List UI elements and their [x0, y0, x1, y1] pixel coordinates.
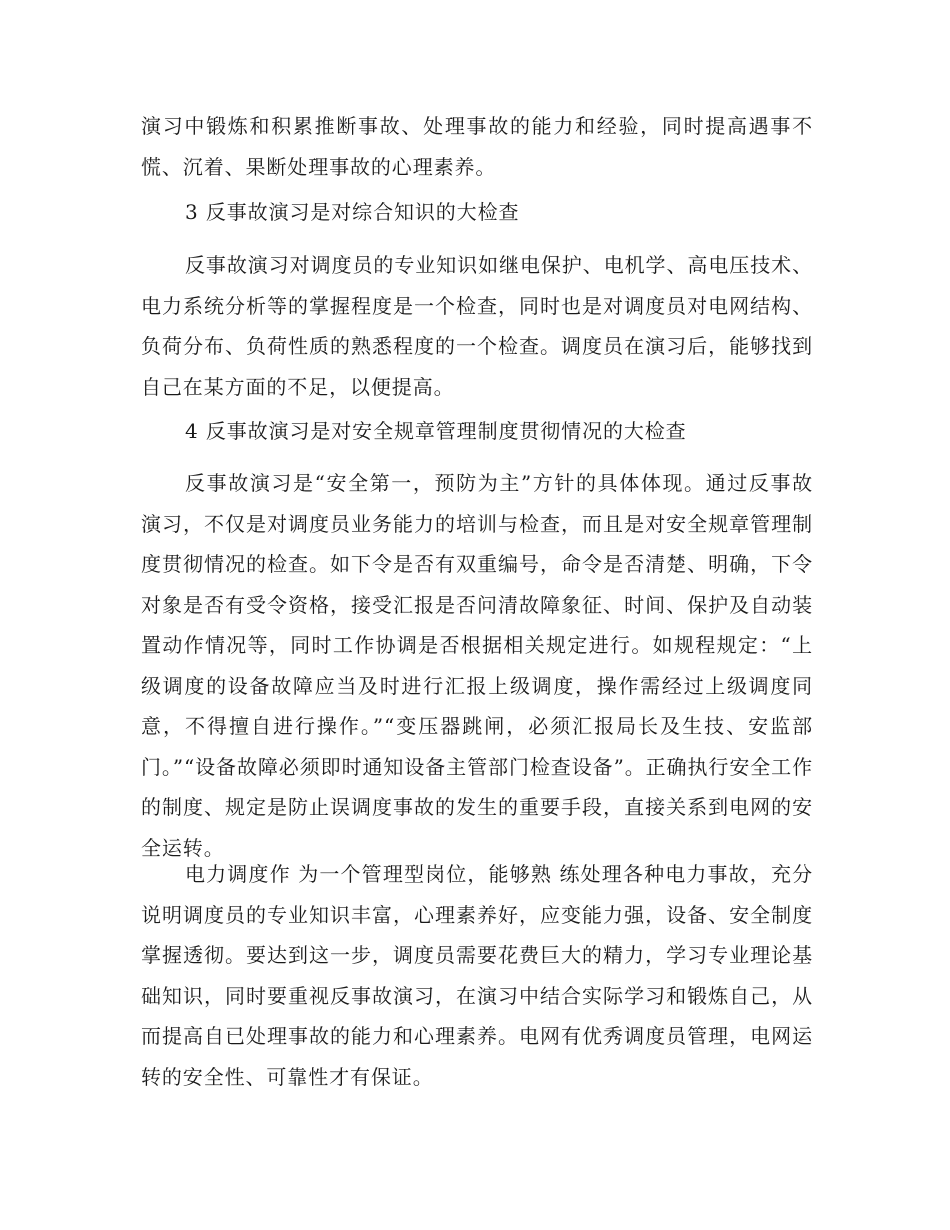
section-heading-4: 4 反事故演习是对安全规章管理制度贯彻情况的大检查: [185, 419, 687, 443]
paragraph-conclusion: 电力调度作 为一个管理型岗位，能够熟 练处理各种电力事故，充分说明调度员的专业知识丰富，心理素养好，应变能力强，设备、安全制度掌握透彻。要达到这一步，调度员需要花费巨大的精力，学习专业理论基础知识，同时要重视反事故演习，在演习中结合实际学习和锻炼自己，从而提高自已处理事故的能力和心理素养。电网有优秀调度员管理，电网运转的安全性、可靠性才有保证。: [141, 862, 813, 1089]
paragraph-continuation: 演习中锻炼和积累推断事故、处理事故的能力和经验，同时提高遇事不慌、沉着、果断处理事故的心理素养。: [141, 114, 813, 179]
section-heading-3: 3 反事故演习是对综合知识的大检查: [185, 200, 520, 224]
paragraph-comprehensive-knowledge: 反事故演习对调度员的专业知识如继电保护、电机学、高电压技术、电力系统分析等的掌握程度是一个检查，同时也是对调度员对电网结构、负荷分布、负荷性质的熟悉程度的一个检查。调度员在演习后，能够找到自己在某方面的不足，以便提高。: [141, 253, 813, 399]
paragraph-safety-regulations: 反事故演习是“安全第一，预防为主”方针的具体体现。通过反事故演习，不仅是对调度员业务能力的培训与检查，而且是对安全规章管理制度贯彻情况的检查。如下令是否有双重编号，命令是否清楚、明确，下令对象是否有受令资格，接受汇报是否问清故障象征、时间、保护及自动装置动作情况等，同时工作协调是否根据相关规定进行。如规程规定：“上级调度的设备故障应当及时进行汇报上级调度，操作需经过上级调度同意，不得擅自进行操作。”“变压器跳闸，必须汇报局长及生技、安监部门。”“设备故障必须即时通知设备主管部门检查设备”。正确执行安全工作的制度、规定是防止误调度事故的发生的重要手段，直接关系到电网的安全运转。: [141, 471, 813, 860]
